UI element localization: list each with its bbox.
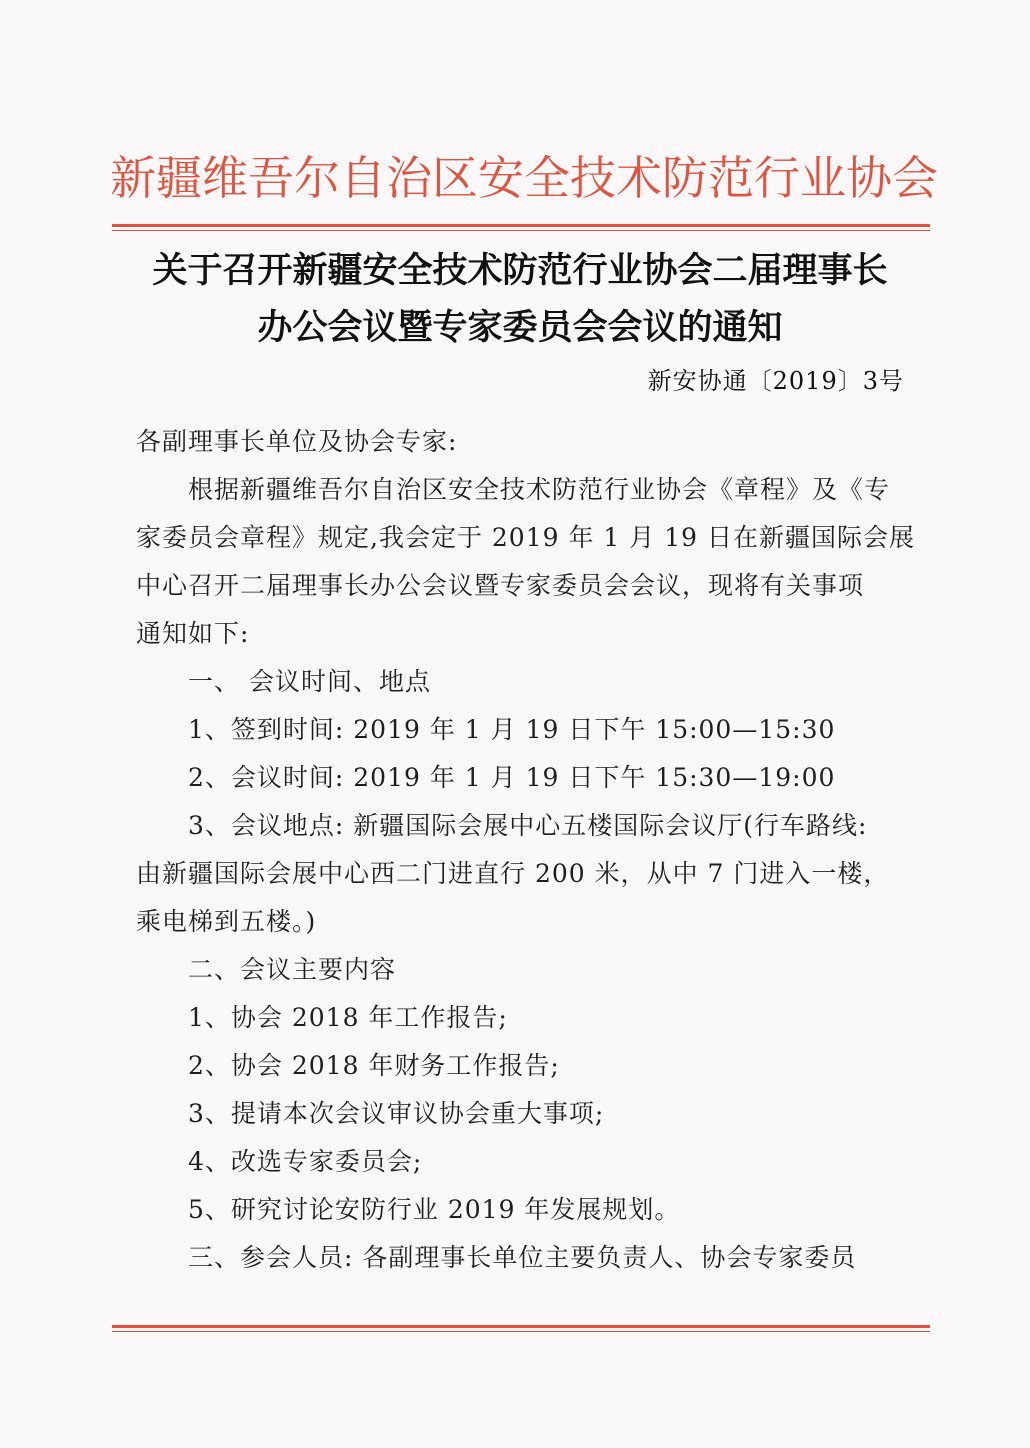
section-3-heading: 三、参会人员: 各副理事长单位主要负责人、协会专家委员 [188, 1243, 857, 1272]
section-1-item-continued: 乘电梯到五楼。) [136, 907, 317, 936]
document-title-line-1: 关于召开新疆安全技术防范行业协会二届理事长 [152, 251, 888, 291]
intro-line: 中心召开二届理事长办公会议暨专家委员会会议，现将有关事项 [136, 571, 865, 600]
section-2-item: 5、研究讨论安防行业 2019 年发展规划。 [188, 1195, 681, 1224]
header-red-rule [112, 224, 930, 231]
organization-header: 新疆维吾尔自治区安全技术防范行业协会 [110, 151, 938, 205]
section-2-item: 2、协会 2018 年财务工作报告; [188, 1051, 560, 1080]
salutation: 各副理事长单位及协会专家: [136, 427, 458, 456]
section-1-heading: 一、 会议时间、地点 [188, 667, 431, 696]
section-1-item-continued: 由新疆国际会展中心西二门进直行 200 米，从中 7 门进入一楼， [136, 859, 890, 888]
section-2-item: 3、提请本次会议审议协会重大事项; [188, 1099, 605, 1128]
document-number: 新安协通〔2019〕3号 [647, 367, 904, 395]
section-1-item: 1、签到时间: 2019 年 1 月 19 日下午 15:00—15:30 [188, 715, 836, 744]
section-2-item: 1、协会 2018 年工作报告; [188, 1003, 508, 1032]
intro-line: 通知如下: [136, 619, 250, 648]
section-1-item: 2、会议时间: 2019 年 1 月 19 日下午 15:30—19:00 [188, 763, 836, 792]
document-title-line-2: 办公会议暨专家委员会会议的通知 [257, 308, 783, 348]
section-1-item: 3、会议地点: 新疆国际会展中心五楼国际会议厅(行车路线: [188, 811, 868, 840]
intro-line: 根据新疆维吾尔自治区安全技术防范行业协会《章程》及《专 [188, 475, 891, 504]
footer-red-rule [112, 1325, 930, 1332]
section-2-heading: 二、会议主要内容 [188, 955, 397, 984]
intro-line: 家委员会章程》规定,我会定于 2019 年 1 月 19 日在新疆国际会展 [136, 523, 915, 552]
section-2-item: 4、改选专家委员会; [188, 1147, 423, 1176]
